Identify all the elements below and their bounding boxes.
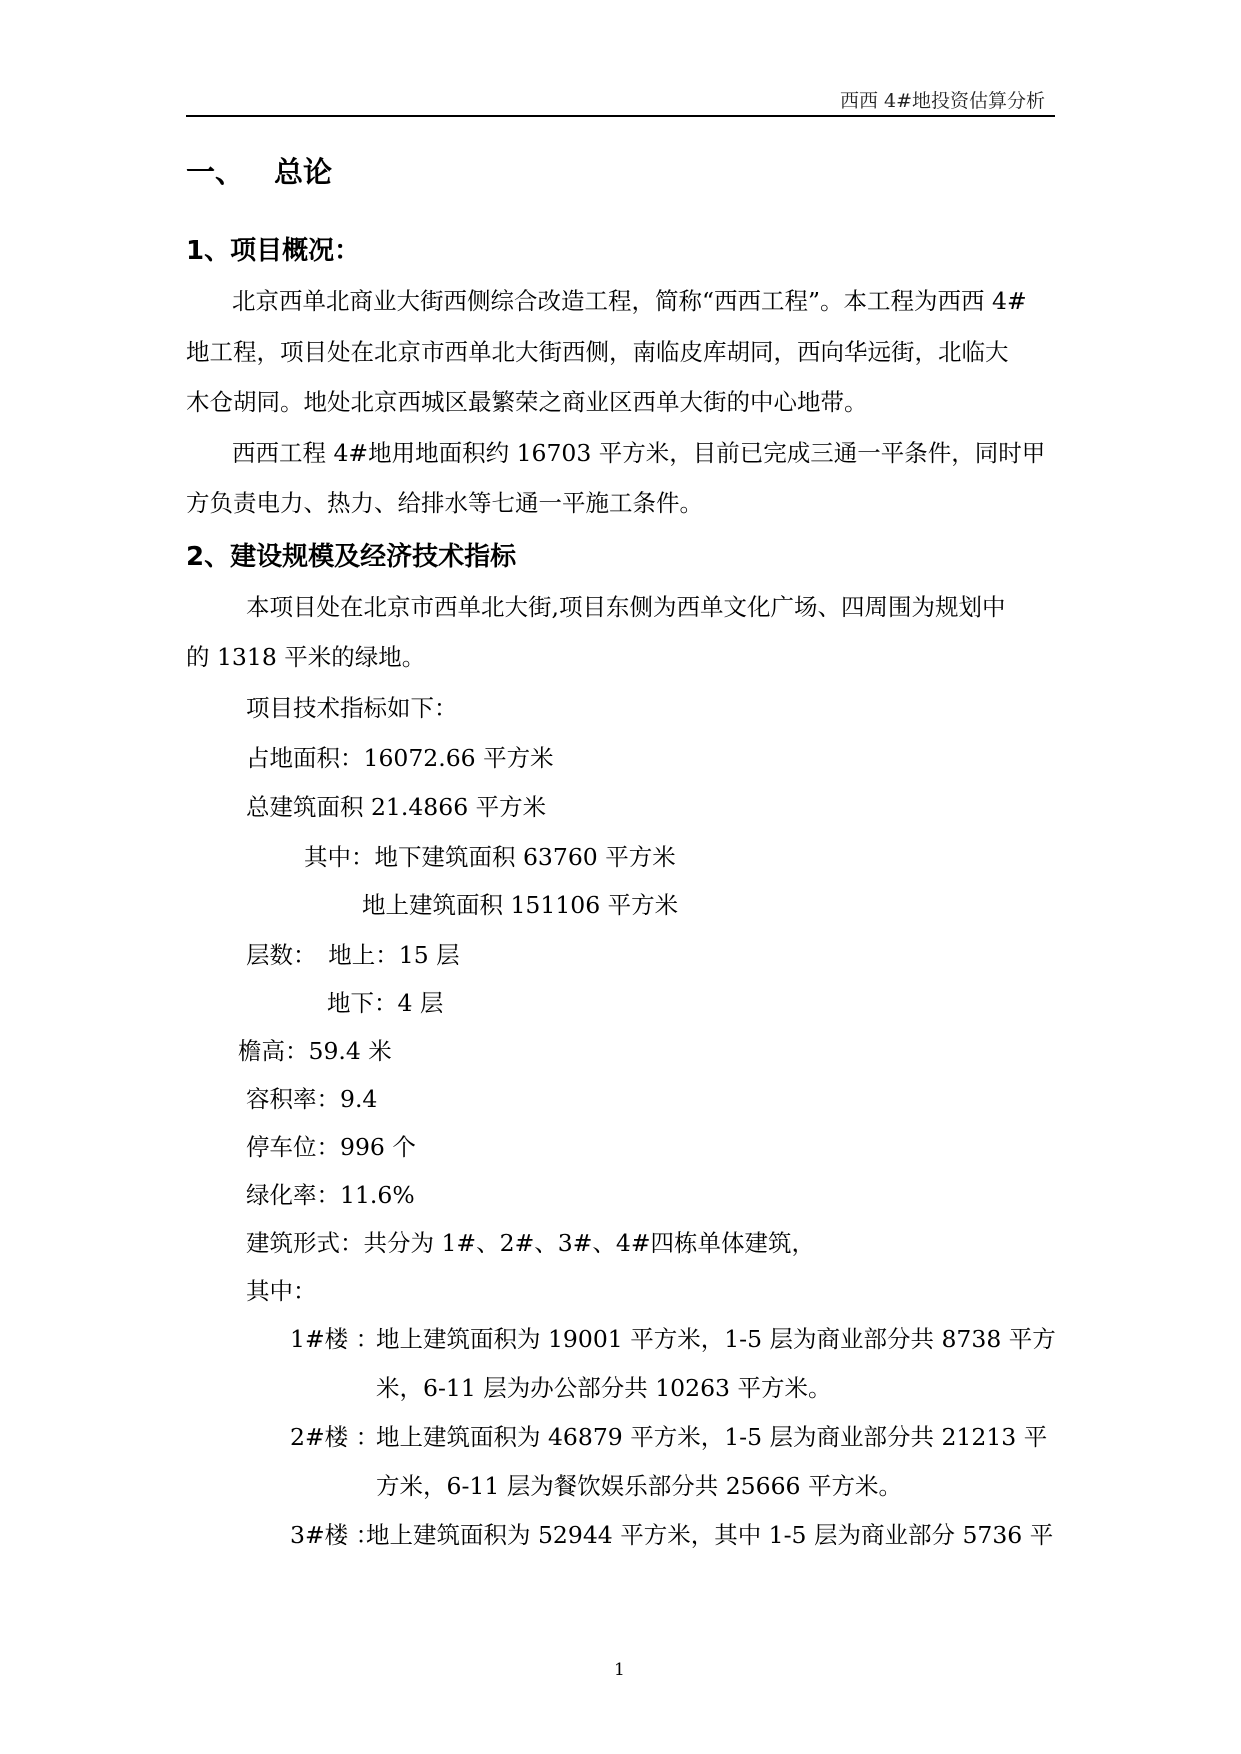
paragraph-line: 西西工程 4#地用地面积约 16703 平方米，目前已完成三通一平条件，同时甲	[232, 439, 1046, 467]
underground-area: 其中：地下建筑面积 63760 平方米	[304, 843, 676, 871]
building-desc-line: 米，6-11 层为办公部分共 10263 平方米。	[376, 1374, 832, 1402]
building-label: 3#楼 ：	[290, 1521, 380, 1549]
paragraph-line: 地工程，项目处在北京市西单北大街西侧，南临皮库胡同，西向华远街，北临大	[186, 338, 1009, 366]
eave-height: 檐高：59.4 米	[238, 1037, 392, 1065]
building-form: 建筑形式：共分为 1#、2#、3#、4#四栋单体建筑，	[246, 1229, 816, 1257]
building-desc-line: 地上建筑面积为 46879 平方米，1-5 层为商业部分共 21213 平	[376, 1423, 1048, 1451]
plot-ratio: 容积率：9.4	[246, 1085, 378, 1113]
floors-below: 地下：4 层	[327, 989, 444, 1017]
page-number: 1	[614, 1660, 625, 1680]
paragraph-line: 的 1318 平米的绿地。	[186, 643, 426, 671]
building-label: 1#楼 ：	[290, 1325, 380, 1353]
among-label: 其中：	[246, 1277, 317, 1305]
building-desc-line: 地上建筑面积为 52944 平方米，其中 1-5 层为商业部分 5736 平	[366, 1521, 1054, 1549]
site-area: 占地面积：16072.66 平方米	[246, 744, 554, 772]
subsection-title-indicators: 2、建设规模及经济技术指标	[186, 542, 517, 572]
paragraph-line: 木仓胡同。地处北京西城区最繁荣之商业区西单大街的中心地带。	[186, 388, 868, 416]
subsection-title-overview: 1、项目概况：	[186, 236, 361, 266]
paragraph-line: 北京西单北商业大街西侧综合改造工程，简称“西西工程”。本工程为西西 4#	[232, 287, 1027, 315]
building-label: 2#楼 ：	[290, 1423, 380, 1451]
indicators-heading: 项目技术指标如下：	[246, 694, 458, 722]
aboveground-area: 地上建筑面积 151106 平方米	[362, 891, 679, 919]
running-header: 西西 4#地投资估算分析	[839, 90, 1045, 112]
parking: 停车位：996 个	[246, 1133, 416, 1161]
paragraph-line: 方负责电力、热力、给排水等七通一平施工条件。	[186, 489, 703, 517]
header-divider	[186, 115, 1055, 117]
floors-above: 层数： 地上：15 层	[246, 941, 460, 969]
total-floor-area: 总建筑面积 21.4866 平方米	[246, 793, 547, 821]
section-number: 一、	[186, 155, 245, 189]
building-desc-line: 方米，6-11 层为餐饮娱乐部分共 25666 平方米。	[376, 1472, 902, 1500]
section-title: 总论	[274, 155, 333, 189]
building-desc-line: 地上建筑面积为 19001 平方米，1-5 层为商业部分共 8738 平方	[376, 1325, 1056, 1353]
green-ratio: 绿化率：11.6%	[246, 1181, 415, 1209]
paragraph-line: 本项目处在北京市西单北大街,项目东侧为西单文化广场、四周围为规划中	[246, 593, 1006, 621]
